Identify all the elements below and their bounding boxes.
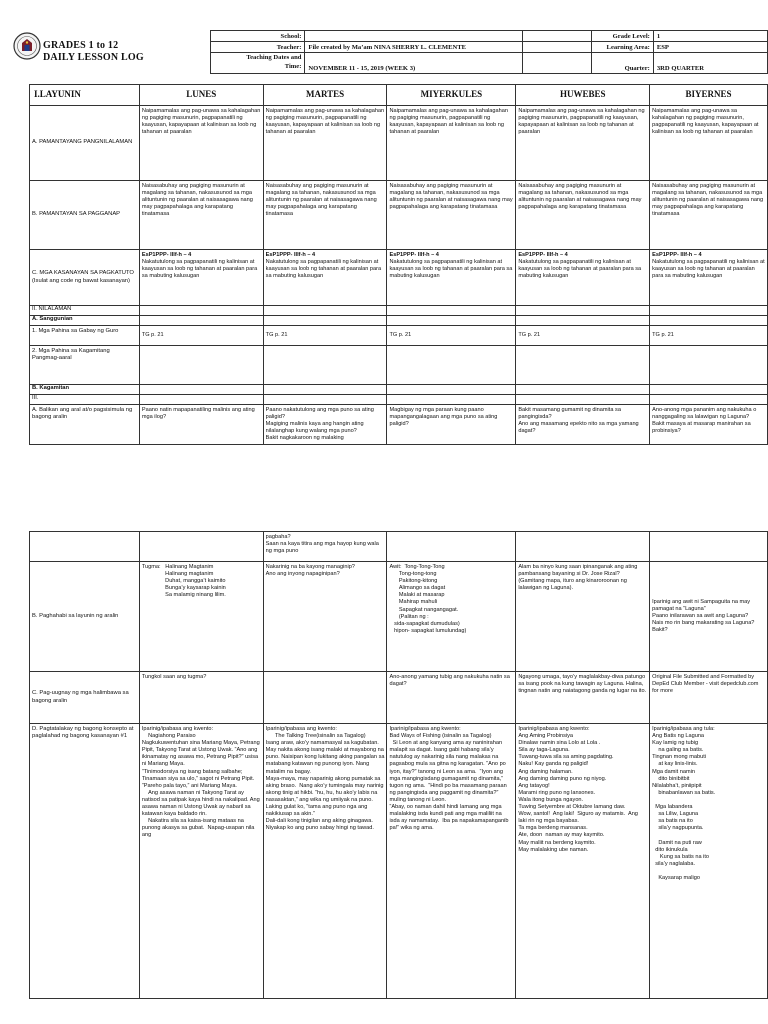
cell-kasanayan-biyernes	[650, 250, 768, 306]
quarter-label: Quarter:	[591, 53, 653, 74]
area-label: Learning Area:	[591, 42, 653, 53]
cell-kasanayan-martes	[263, 250, 387, 306]
col-header-martes: MARTES	[263, 85, 387, 106]
cell-paghahabi-biyernes: Iparinig ang awit ni Sampaguita na may pamagat na “Laguna” Paano inilarawan sa awit ang Laguna? Nais mo rin bang makarating sa Laguna? Bakit?	[650, 562, 768, 672]
area-value: ESP	[653, 42, 767, 53]
cell-pagganap-lunes: Naisasabuhay ang pagiging masunurin at magalang sa tahanan, nakasusunod sa mga alituntunin ng paaralan at naisasagawa nang may pagpapahalaga ang karapatang tinatamasa	[139, 181, 263, 250]
kasanayan-text: Nakatutulong sa pagpapanatili ng kalinisan at kaayusan sa loob ng tahanan at paaralan para sa mabuting kalusugan	[141, 259, 258, 280]
teacher-value: File created by Ma’am NINA SHERRY L. CLEMENTE	[305, 42, 523, 53]
row-label-kasanayan	[30, 250, 140, 306]
row-label-sanggunian: A. Sanggunian	[30, 316, 140, 326]
cell-pagtatalakay-miyerkules: Iparinig/ipabasa ang kwento: Bad Ways of Fishing (isinalin sa Tagalog) Si Leon at ang kanyang ama ay naninirahan malapit sa dagat. Isang gabi habang sila’y natutulog ay nakarinig sila nang malakas na pagsabog mula sa gitna ng karagatan. “Ano po iyon, itay?” tanong ni Leon sa ama. “Iyon ang mga mangingisdang gumagamit ng dinamita,” tugon ng ama. “Hindi po ba masamang paraan ng pangingisda ang paggamit ng dinamita?” muling tanong ni Leon. “Abay, oo naman dahil hindi lamang ang mga malalaking isda kundi pati ang mga maliliit na isda ay namamatay. Iba pa napakamapanganib pa!” wika ng ama.	[387, 724, 516, 999]
col-header-layunin: I.LAYUNIN	[30, 85, 140, 106]
cell-top-martes: pagbaha? Saan na kaya titira ang mga hayop kung wala ng mga puno	[263, 532, 387, 562]
kasanayan-text: Nakatutulong sa pagpapanatili ng kalinisan at kaayusan sa loob ng tahanan at paaralan para sa mabuting kalusugan	[389, 259, 513, 280]
cell-balikan-biyernes: Ano-anong mga pananim ang nakukuha o nanggagaling sa lalawigan ng Laguna? Bakit masaya at masarap manirahan sa probinsiya?	[650, 405, 768, 445]
cell-pagtatalakay-huwebes: Iparinig/ipabasa ang kwento: Ang Aming Probinsiya Dinalaw namin sina Lolo at Lola . Sila ay taga-Laguna. Tuwang-tuwa sila sa aming pagdating. Naku! Kay ganda ng paligid! Ang daming halaman. Ang daming daming puno ng niyog. Ang tatayog! Marami ring puno ng lansones. Wala itong bunga ngayon. Tuwing Setyembre at Oktubre lamang daw. Wow, santol! Ang laki! Siguro ay matamis. Ang laki rin ng mga bayabas. Ta mga berdeng mansanas. Ate, doon naman ay may kaymito. May maliit na berdeng kaymito. May malalaking ube naman.	[516, 724, 650, 999]
kasanayan-text: Nakatutulong sa pagpapanatili ng kalinisan at kaayusan sa loob ng tahanan at paaralan para sa mabuting kalusugan	[518, 259, 642, 280]
kasanayan-label: C. MGA KASANAYAN SA PAGKATUTO	[32, 270, 134, 277]
deped-seal-icon	[13, 32, 41, 60]
col-header-biyernes: BIYERNES	[650, 85, 768, 106]
teacher-label: Teacher:	[211, 42, 305, 53]
code: EsP1PPP- IIIf-h – 4	[652, 252, 702, 258]
code: EsP1PPP- IIIf-h – 4	[389, 252, 439, 258]
kasanayan-text: Nakatutulong sa pagpapanatili ng kalinisan at kaayusan sa loob ng tahanan at paaralan para sa mabuting kalusugan	[652, 259, 765, 280]
time-label: Time:	[284, 63, 302, 70]
cell-paghahabi-martes: Nakarinig na ba kayong managinip? Ano ang inyong napaginipan?	[263, 562, 387, 672]
cell-tg-lunes: TG p. 21	[139, 326, 263, 346]
dates-value: NOVEMBER 11 - 15, 2019 (WEEK 3)	[305, 53, 523, 74]
lesson-table-page2	[29, 531, 768, 999]
row-label-nilalaman: II. NILALAMAN	[30, 306, 140, 316]
cell-pagganap-martes: Naisasabuhay ang pagiging masunurin at magalang sa tahanan, nakasusunod sa mga alituntunin ng paaralan at naisasagawa nang may pagpapahalaga ang karapatang tinatamasa	[263, 181, 387, 250]
school-value	[305, 31, 523, 42]
lesson-table-page1	[29, 84, 768, 445]
cell-paghahabi-huwebes: Alam ba ninyo kung saan ipinanganak ang ating pambansang bayaning si Dr. Jose Rizal? (Gamitang mapa, ituro ang kinaroroonan ng lalawigan ng Laguna).	[516, 562, 650, 672]
cell-kasanayan-huwebes	[516, 250, 650, 306]
row-label-pamantayan-sa-pagganap: B. PAMANTAYAN SA PAGGANAP	[30, 181, 140, 250]
title-line1: GRADES 1 to 12	[43, 40, 119, 51]
row-label-pagtatalakay: D. Pagtatalakay ng bagong konsepto at paglalahad ng bagong kasanayan #1	[30, 724, 140, 999]
kasanayan-text: Nakatutulong sa pagpapanatili ng kalinisan at kaayusan sa loob ng tahanan at paaralan para sa mabuting kalusugan	[265, 259, 382, 280]
cell-kasanayan-lunes	[139, 250, 263, 306]
row-label-kagamitang-pangmagaaral: 2. Mga Pahina sa Kagamitang Pangmag-aaral	[30, 346, 140, 385]
kasanayan-note: (Isulat ang code ng bawat kasanayan)	[32, 277, 130, 284]
cell-paguugnay-huwebes: Ngayong umaga, tayo’y maglalakbay-diwa patungo sa isang pook na kung tawagin ay Laguna. Halina, tingnan natin ang naiatagong ganda ng lugar na ito.	[516, 672, 650, 724]
cell-paguugnay-lunes: Tungkol saan ang tugma?	[139, 672, 263, 724]
row-label-paghahabi: B. Paghahabi sa layunin ng aralin	[30, 562, 140, 672]
cell-tg-biyernes: TG p. 21	[650, 326, 768, 346]
cell-paguugnay-martes	[263, 672, 387, 724]
quarter-value: 3RD QUARTER	[653, 53, 767, 74]
title-line2: DAILY LESSON LOG	[43, 52, 144, 63]
row-label-balikan: A. Balikan ang aral at/o pagsisimula ng bagong aralin	[30, 405, 140, 445]
cell-pagtatalakay-martes: Iparinig/ipabasa ang kwento: The Talking Tree(isinalin sa Tagalog) Isang araw, ako’y namamasyal sa kagubatan. May nakita akong isang malaki at mayabong na puno. Naisipan kong lukitang aking pangalan sa matabang katawan ng punong iyon. Nang matalim na bagay. Maya-maya, may naparinig akong pumatak sa aking braso. Nang ako’y tumingala may narinig akong tinig at hikbi. “hu, hu, hu ako’y labis na nasasaktan,” ang wika ng umiiyak na puno. Laking gulat ko, “tama ang puno nga ang nakikiusap sa akin.” Dali-dali kong tinigilan ang aking ginagawa. Niyakap ko ang puno sabay hingi ng tawad.	[263, 724, 387, 999]
dates-label: Teaching Dates and	[246, 54, 302, 61]
row-label-iii: III.	[30, 395, 140, 405]
cell-balikan-martes: Paano nakatutulong ang mga puno sa ating paligid? Magiging malinis kaya ang hangin ating nilalanghap kung walang mga puno? Bakit nagkakaroon ng malaking	[263, 405, 387, 445]
cell-pagganap-biyernes: Naisasabuhay ang pagiging masunurin at magalang sa tahanan, nakasusunod sa mga alituntunin ng paaralan at naisasagawa nang may pagpapahalaga ang karapatang tinatamasa	[650, 181, 768, 250]
cell-pangnilalaman-lunes: Naipamamalas ang pag-unawa sa kahalagahan ng pagiging masunurin, pagpapanatili ng kaayusan, kapayapaan at kalinisan sa loob ng tahanan at paaralan	[139, 106, 263, 181]
cell-tg-martes: TG p. 21	[263, 326, 387, 346]
cell-tg-miyerkules: TG p. 21	[387, 326, 516, 346]
grade-value: 1	[653, 31, 767, 42]
code: EsP1PPP- IIIf-h – 4	[141, 252, 192, 258]
code: EsP1PPP- IIIf-h – 4	[265, 252, 316, 258]
dates-label-cell	[211, 53, 305, 74]
cell-pagganap-miyerkules: Naisasabuhay ang pagiging masunurin at magalang sa tahanan, nakasusunod sa mga alituntunin ng paaralan at naisasagawa nang may pagpapahalaga ang karapatang tinatamasa	[387, 181, 516, 250]
cell-balikan-lunes: Paano natin mapapanatiling malinis ang ating mga ilog?	[139, 405, 263, 445]
cell-pagganap-huwebes: Naisasabuhay ang pagiging masunurin at magalang sa tahanan, nakasusunod sa mga alituntunin ng paaralan at naisasagawa nang may pagpapahalaga ang karapatang tinatamasa	[516, 181, 650, 250]
cell-balikan-miyerkules: Magbigay ng mga paraan kung paano mapangangalagaan ang mga puno sa ating paligid?	[387, 405, 516, 445]
code: EsP1PPP- IIIf-h – 4	[518, 252, 568, 258]
cell-kasanayan-miyerkules	[387, 250, 516, 306]
meta-table	[210, 30, 768, 74]
row-label-kagamitan: B. Kagamitan	[30, 385, 140, 395]
cell-pagtatalakay-lunes: Iparinig/ipabasa ang kwento: Nagiahong Paraiso Nagkukuwentuhan sina Mariang Maya, Petrang Pipit, Takyong Tarat at Ustong Uwak. “Ano ang ikinamatay ng asawa mo, Petrang Pipit?” usisa ni Mariang Maya. “Tinimodorsiya ng isang batang salbahe; Tinamaan siya sa ulo,” sagot ni Petrang Pipit. “Pareho pala tayo,” ani Mariang Maya. Ang asawa naman ni Takyong Tarat ay natisod sa patipak kaya hindi na nakalipad. Ang asawa naman ni Ustong Uwak ay nabaril sa katawan kaya baldado rin. Nakatira sila sa kaisa-isang mataas na punong akasya sa gubat. Napag-usapan nila ang	[139, 724, 263, 999]
cell-pangnilalaman-miyerkules: Naipamamalas ang pag-unawa sa kahalagahan ng pagiging masunurin, pagpapanatili ng kaayusan, kapayapaan at kalinisan sa loob ng tahanan at paaralan	[387, 106, 516, 181]
col-header-lunes: LUNES	[139, 85, 263, 106]
cell-pangnilalaman-biyernes: Naipamamalas ang pag-unawa sa kahalagahan ng pagiging masunurin, pagpapanatili ng kaayusan, kapayapaan at kalinisan sa loob ng tahanan at paaralan	[650, 106, 768, 181]
cell-balikan-huwebes: Bakit masamang gumamit ng dinamita sa pangingisda? Ano ang masamang epekto nito sa mga yamang dagat?	[516, 405, 650, 445]
col-header-huwebes: HUWEBES	[516, 85, 650, 106]
row-label-gabay-guro: 1. Mga Pahina sa Gabay ng Guro	[30, 326, 140, 346]
grade-label: Grade Level:	[591, 31, 653, 42]
cell-paghahabi-lunes: Tugma: Halinang Magtanim Halinang magtanim Duhat, mangga’t kaimito Bunga’y kaysarap kainin Sa malamig ninang lilim.	[139, 562, 263, 672]
cell-pangnilalaman-huwebes: Naipamamalas ang pag-unawa sa kahalagahan ng pagiging masunurin, pagpapanatili ng kaayusan, kapayapaan at kalinisan sa loob ng tahanan at paaralan	[516, 106, 650, 181]
cell-paghahabi-miyerkules: Awit: Tong-Tong-Tong Tong-tong-tong Pakitong-kitong Alimango sa dagat Malaki at masarap Mahirap mahuli Sapagkat nangangagat. (Palitan ng : sida-sapagkat dumudulas) hipon- sapagkat lumulundag)	[387, 562, 516, 672]
cell-paguugnay-biyernes: Original File Submitted and Formatted by DepEd Club Member - visit depedclub.com for more	[650, 672, 768, 724]
school-label: School:	[211, 31, 305, 42]
row-label-pamantayang-pangnilalaman: A. PAMANTAYANG PANGNILALAMAN	[30, 106, 140, 181]
cell-paguugnay-miyerkules: Ano-anong yamang tubig ang nakukuha natin sa dagat?	[387, 672, 516, 724]
cell-pagtatalakay-biyernes: Iparinig/ipabasa ang tula: Ang Batis ng Laguna Kay lamig ng tubig na galing sa batis. Tingnan mong mabuti at kay linis-linis. Mga damit namin dito binibitbit Nilalabha’t, piniipipit binabanlawan sa batis. Mga labandera sa Liliw, Laguna sa batis na ito sila’y nagpupunta. Damit na puti raw dito ikinukula Kung sa batis na ito sila’y naglalaba. Kaysarap maligo	[650, 724, 768, 999]
row-label-paguugnay: C. Pag-uugnay ng mga halimbawa sa bagong aralin	[30, 672, 140, 724]
cell-tg-huwebes: TG p. 21	[516, 326, 650, 346]
cell-pangnilalaman-martes: Naipamamalas ang pag-unawa sa kahalagahan ng pagiging masunurin, pagpapanatili ng kaayusan, kapayapaan at kalinisan sa loob ng tahanan at paaralan	[263, 106, 387, 181]
col-header-miyerkules: MIYERKULES	[387, 85, 516, 106]
